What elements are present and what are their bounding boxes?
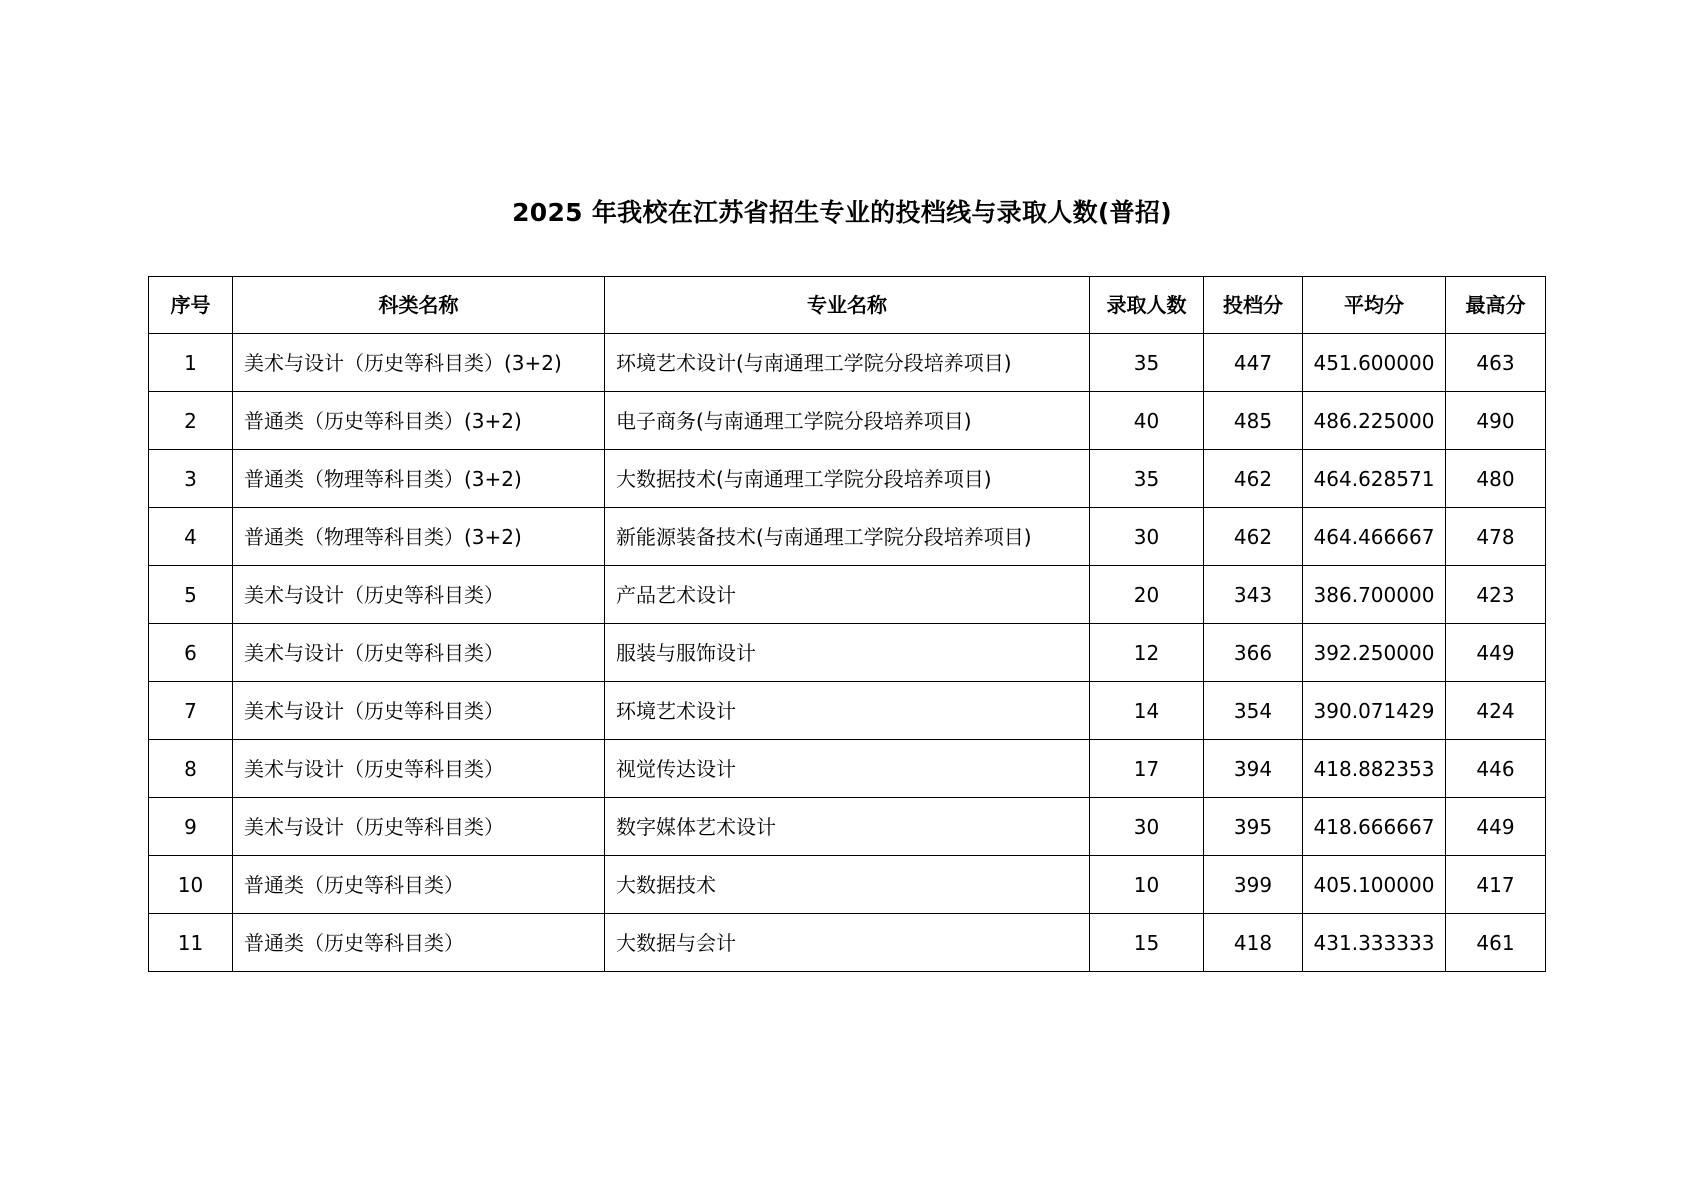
header-seq: 序号 — [149, 277, 233, 334]
cell-max-score: 490 — [1446, 392, 1546, 450]
cell-major: 大数据技术(与南通理工学院分段培养项目) — [605, 450, 1090, 508]
cell-seq: 7 — [149, 682, 233, 740]
cell-category: 美术与设计（历史等科目类） — [233, 798, 605, 856]
cell-max-score: 417 — [1446, 856, 1546, 914]
table-row — [149, 334, 1546, 392]
cell-average-score: 451.600000 — [1303, 334, 1446, 392]
cell-category: 美术与设计（历史等科目类） — [233, 624, 605, 682]
cell-major: 产品艺术设计 — [605, 566, 1090, 624]
header-max-score: 最高分 — [1446, 277, 1546, 334]
cell-seq: 11 — [149, 914, 233, 972]
cell-major: 新能源装备技术(与南通理工学院分段培养项目) — [605, 508, 1090, 566]
cell-cutoff-score: 418 — [1204, 914, 1303, 972]
cell-category: 美术与设计（历史等科目类） — [233, 740, 605, 798]
cell-cutoff-score: 394 — [1204, 740, 1303, 798]
cell-seq: 1 — [149, 334, 233, 392]
cell-max-score: 480 — [1446, 450, 1546, 508]
table-row — [149, 450, 1546, 508]
cell-major: 服装与服饰设计 — [605, 624, 1090, 682]
header-average-score: 平均分 — [1303, 277, 1446, 334]
cell-category: 美术与设计（历史等科目类） — [233, 682, 605, 740]
cell-seq: 5 — [149, 566, 233, 624]
cell-category: 普通类（历史等科目类） — [233, 914, 605, 972]
cell-major: 大数据技术 — [605, 856, 1090, 914]
cell-max-score: 446 — [1446, 740, 1546, 798]
cell-cutoff-score: 354 — [1204, 682, 1303, 740]
cell-cutoff-score: 447 — [1204, 334, 1303, 392]
table-body — [149, 334, 1546, 972]
cell-max-score: 449 — [1446, 798, 1546, 856]
header-category: 科类名称 — [233, 277, 605, 334]
cell-cutoff-score: 485 — [1204, 392, 1303, 450]
cell-category: 美术与设计（历史等科目类）(3+2) — [233, 334, 605, 392]
cell-average-score: 418.882353 — [1303, 740, 1446, 798]
cell-admitted-count: 35 — [1090, 450, 1204, 508]
cell-category: 普通类（历史等科目类）(3+2) — [233, 392, 605, 450]
cell-cutoff-score: 462 — [1204, 508, 1303, 566]
cell-average-score: 392.250000 — [1303, 624, 1446, 682]
cell-cutoff-score: 395 — [1204, 798, 1303, 856]
cell-average-score: 486.225000 — [1303, 392, 1446, 450]
cell-average-score: 405.100000 — [1303, 856, 1446, 914]
cell-category: 普通类（历史等科目类） — [233, 856, 605, 914]
cell-average-score: 386.700000 — [1303, 566, 1446, 624]
table-row — [149, 914, 1546, 972]
cell-max-score: 463 — [1446, 334, 1546, 392]
table-row — [149, 624, 1546, 682]
cell-seq: 4 — [149, 508, 233, 566]
cell-seq: 6 — [149, 624, 233, 682]
cell-max-score: 423 — [1446, 566, 1546, 624]
table-row — [149, 682, 1546, 740]
cell-admitted-count: 20 — [1090, 566, 1204, 624]
cell-major: 环境艺术设计 — [605, 682, 1090, 740]
cell-cutoff-score: 462 — [1204, 450, 1303, 508]
table-row — [149, 508, 1546, 566]
cell-seq: 3 — [149, 450, 233, 508]
admissions-table — [148, 276, 1546, 972]
cell-max-score: 424 — [1446, 682, 1546, 740]
cell-cutoff-score: 366 — [1204, 624, 1303, 682]
cell-max-score: 461 — [1446, 914, 1546, 972]
table-row — [149, 566, 1546, 624]
cell-admitted-count: 15 — [1090, 914, 1204, 972]
table-row — [149, 392, 1546, 450]
cell-admitted-count: 10 — [1090, 856, 1204, 914]
cell-major: 视觉传达设计 — [605, 740, 1090, 798]
cell-major: 环境艺术设计(与南通理工学院分段培养项目) — [605, 334, 1090, 392]
cell-average-score: 390.071429 — [1303, 682, 1446, 740]
table-row — [149, 798, 1546, 856]
cell-seq: 8 — [149, 740, 233, 798]
cell-admitted-count: 17 — [1090, 740, 1204, 798]
cell-admitted-count: 12 — [1090, 624, 1204, 682]
table-row — [149, 740, 1546, 798]
cell-max-score: 478 — [1446, 508, 1546, 566]
cell-average-score: 418.666667 — [1303, 798, 1446, 856]
header-major: 专业名称 — [605, 277, 1090, 334]
page-title: 2025 年我校在江苏省招生专业的投档线与录取人数(普招) — [512, 198, 1172, 227]
cell-category: 普通类（物理等科目类）(3+2) — [233, 508, 605, 566]
table-row — [149, 856, 1546, 914]
cell-admitted-count: 30 — [1090, 798, 1204, 856]
cell-average-score: 464.628571 — [1303, 450, 1446, 508]
cell-seq: 9 — [149, 798, 233, 856]
cell-major: 电子商务(与南通理工学院分段培养项目) — [605, 392, 1090, 450]
cell-cutoff-score: 343 — [1204, 566, 1303, 624]
header-admitted-count: 录取人数 — [1090, 277, 1204, 334]
cell-admitted-count: 40 — [1090, 392, 1204, 450]
cell-admitted-count: 14 — [1090, 682, 1204, 740]
cell-seq: 2 — [149, 392, 233, 450]
cell-max-score: 449 — [1446, 624, 1546, 682]
header-cutoff-score: 投档分 — [1204, 277, 1303, 334]
cell-category: 美术与设计（历史等科目类） — [233, 566, 605, 624]
cell-seq: 10 — [149, 856, 233, 914]
cell-major: 数字媒体艺术设计 — [605, 798, 1090, 856]
cell-admitted-count: 35 — [1090, 334, 1204, 392]
cell-average-score: 431.333333 — [1303, 914, 1446, 972]
table-header-row — [149, 277, 1546, 334]
cell-average-score: 464.466667 — [1303, 508, 1446, 566]
cell-cutoff-score: 399 — [1204, 856, 1303, 914]
cell-major: 大数据与会计 — [605, 914, 1090, 972]
cell-admitted-count: 30 — [1090, 508, 1204, 566]
cell-category: 普通类（物理等科目类）(3+2) — [233, 450, 605, 508]
